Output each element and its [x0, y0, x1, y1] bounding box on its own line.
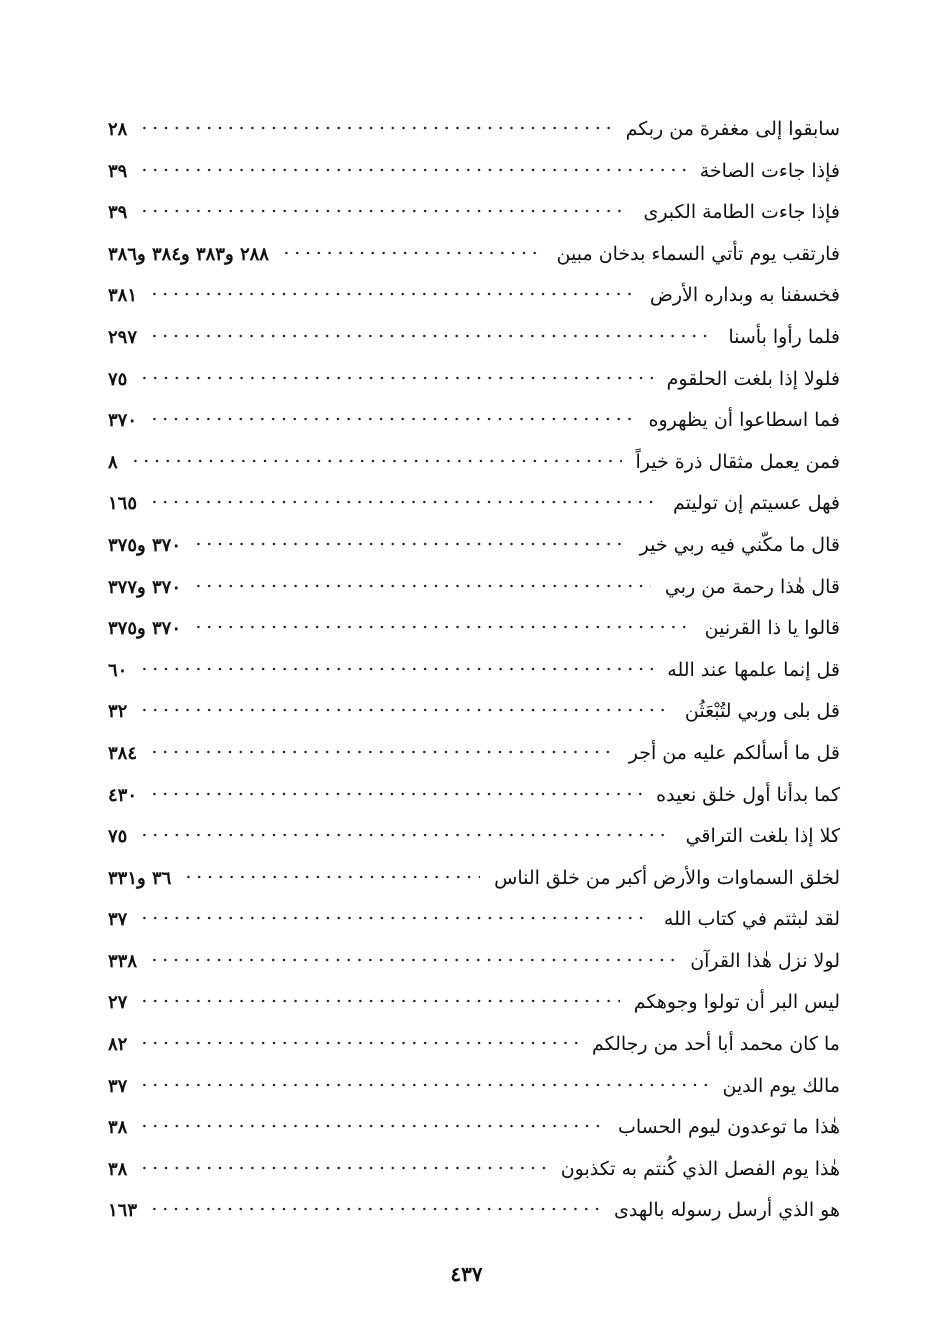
index-entry	[108, 243, 840, 285]
verse-text: سابقوا إلى مغفرة من ربكم	[625, 118, 840, 140]
dot-leader	[139, 913, 650, 923]
dot-leader	[139, 123, 611, 133]
dot-leader	[139, 206, 629, 216]
page-references: ٣٧٠ و٣٧٥	[108, 534, 181, 556]
dot-leader	[149, 1204, 600, 1214]
page-references: ٣٣٨	[108, 950, 138, 972]
dot-leader	[193, 539, 626, 549]
page-references: ٧٥	[108, 826, 128, 848]
index-entry	[108, 825, 840, 867]
dot-leader	[139, 373, 652, 383]
verse-text: قل بلى وربي لتُبْعَثُن	[684, 700, 840, 723]
dot-leader	[139, 996, 619, 1006]
verse-text: فخسفنا به وبداره الأرض	[649, 284, 840, 307]
index-entry	[108, 908, 840, 950]
page-references: ٢٨	[108, 119, 128, 140]
page-references: ٣٢	[108, 701, 128, 723]
verse-text: فإذا جاءت الطامة الكبرى	[643, 201, 840, 224]
page-number: ٤٣٧	[450, 1262, 483, 1286]
dot-leader	[149, 331, 714, 341]
page-references: ٢٧	[108, 992, 128, 1014]
verse-text: فهل عسيتم إن توليتم	[673, 492, 840, 515]
verse-text: قل ما أسألكم عليه من أجر	[628, 741, 840, 764]
page-references: ٣٩	[108, 202, 128, 224]
page-references: ٣٦ و٣٣١	[108, 867, 172, 889]
index-entry	[108, 1075, 840, 1117]
index-entry	[108, 326, 840, 368]
dot-leader	[183, 872, 480, 882]
dot-leader	[281, 248, 543, 258]
dot-leader	[139, 830, 671, 840]
index-entry	[108, 284, 840, 326]
verse-text: ليس البر أن تولوا وجوهكم	[633, 991, 840, 1014]
index-entry	[108, 1158, 840, 1200]
dot-leader	[139, 1038, 578, 1048]
index-entry	[108, 451, 840, 493]
index-entry	[108, 534, 840, 576]
verse-text: فلولا إذا بلغت الحلقوم	[666, 367, 840, 390]
verse-text: فارتقب يوم تأتي السماء بدخان مبين	[556, 242, 840, 265]
index-entry	[108, 659, 840, 701]
verse-text: فما اسطاعوا أن يظهروه	[648, 409, 840, 432]
verse-text: لولا نزل هٰذا القرآن	[690, 949, 840, 972]
verse-text: ما كان محمد أبا أحد من رجالكم	[591, 1033, 840, 1056]
dot-leader	[139, 705, 671, 715]
page-references: ٣٧٠	[108, 410, 138, 432]
verse-text: لخلق السماوات والأرض أكبر من خلق الناس	[494, 866, 840, 889]
index-entry	[108, 201, 840, 243]
dot-leader	[193, 622, 691, 632]
index-entry	[108, 784, 840, 826]
verse-text: هو الذي أرسل رسوله بالهدى	[613, 1199, 840, 1222]
dot-leader	[139, 1121, 604, 1131]
page-references: ٨	[108, 451, 118, 473]
page-references: ١٦٥	[108, 493, 138, 515]
index-entry	[108, 991, 840, 1033]
page-references: ٣٧٠ و٣٧٥	[108, 618, 181, 640]
index-entry	[108, 576, 840, 618]
dot-leader	[130, 456, 622, 466]
dot-leader	[149, 497, 659, 507]
dot-leader	[149, 747, 615, 757]
verse-text: كلا إذا بلغت التراقي	[685, 825, 840, 848]
page-references: ٣٧	[108, 1075, 128, 1097]
index-entry	[108, 867, 840, 909]
page-references: ٢٩٧	[108, 326, 138, 348]
page-references: ٣٨	[108, 1117, 128, 1139]
verse-text: مالك يوم الدين	[722, 1074, 840, 1097]
page-references: ٨٢	[108, 1034, 128, 1056]
index-entry	[108, 1199, 840, 1241]
index-entry	[108, 742, 840, 784]
index-entry	[108, 160, 840, 202]
index-entry	[108, 368, 840, 410]
page-references: ٤٣٠	[108, 784, 138, 806]
dot-leader	[149, 955, 676, 965]
dot-leader	[139, 165, 685, 175]
dot-leader	[139, 1163, 546, 1173]
index-entry	[108, 1116, 840, 1158]
index-entry	[108, 1033, 840, 1075]
page-references: ٢٨٨ و٣٨٣ و٣٨٤ و٣٨٦	[108, 243, 269, 265]
index-entry	[108, 492, 840, 534]
page-references: ٣٨١	[108, 285, 138, 307]
page-references: ٣٩	[108, 160, 128, 182]
page-references: ٣٧٠ و٣٧٧	[108, 576, 181, 598]
index-entry	[108, 118, 840, 160]
dot-leader	[149, 414, 635, 424]
verse-text: قال هٰذا رحمة من ربي	[664, 575, 840, 598]
index-entry	[108, 700, 840, 742]
verse-text: هٰذا ما توعدون ليوم الحساب	[618, 1116, 840, 1139]
page-references: ٣٨	[108, 1158, 128, 1180]
index-entry	[108, 950, 840, 992]
index-entry	[108, 409, 840, 451]
verse-text: قال ما مكّني فيه ربي خير	[639, 533, 840, 556]
verse-text: فمن يعمل مثقال ذرة خيراً	[635, 450, 840, 473]
verse-text: كما بدأنا أول خلق نعيده	[656, 783, 840, 806]
verse-text: لقد لبثتم في كتاب الله	[663, 908, 840, 931]
verse-text: قل إنما علمها عند الله	[667, 658, 840, 681]
page-references: ٣٨٤	[108, 742, 138, 764]
verse-text: هٰذا يوم الفصل الذي كُنتم به تكذبون	[560, 1157, 840, 1180]
verse-text: قالوا يا ذا القرنين	[704, 617, 840, 640]
verse-text: فإذا جاءت الصاخة	[699, 159, 840, 182]
page-references: ٧٥	[108, 368, 128, 390]
index-entry	[108, 617, 840, 659]
page-references: ٣٧	[108, 909, 128, 931]
dot-leader	[149, 289, 636, 299]
dot-leader	[193, 581, 651, 591]
page-references: ١٦٣	[108, 1200, 138, 1222]
dot-leader	[139, 1080, 708, 1090]
dot-leader	[139, 664, 653, 674]
verse-text: فلما رأوا بأسنا	[728, 325, 840, 348]
page-references: ٦٠	[108, 659, 128, 681]
verse-index-list	[108, 118, 840, 1241]
dot-leader	[149, 789, 642, 799]
